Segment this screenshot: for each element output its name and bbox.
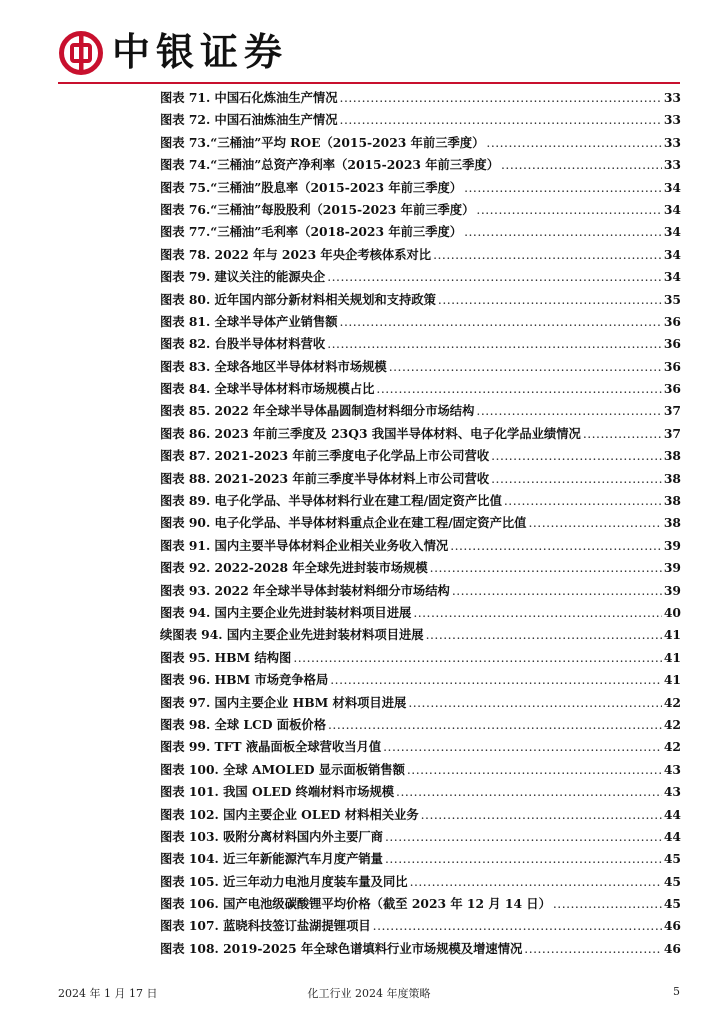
toc-entry-page: 46	[663, 918, 681, 934]
toc-entry-title: 图表 87. 2021-2023 年前三季度电子化学品上市公司营收	[160, 448, 490, 464]
toc-dot-leader	[340, 91, 662, 105]
toc-dot-leader	[583, 427, 662, 441]
toc-dot-leader	[501, 158, 662, 172]
toc-entry-page: 45	[663, 851, 681, 867]
toc-entry-page: 38	[663, 493, 681, 509]
toc-entry-title: 图表 104. 近三年新能源汽车月度产销量	[160, 851, 383, 867]
toc-entry-title: 图表 105. 近三年动力电池月度装车量及同比	[160, 873, 408, 889]
toc-entry-title: 图表 95. HBM 结构图	[160, 649, 292, 665]
toc-entry[interactable]	[160, 446, 681, 468]
toc-entry-page: 46	[663, 940, 681, 956]
toc-entry-title: 图表 85. 2022 年全球半导体晶圆制造材料细分市场结构	[160, 403, 475, 419]
toc-entry[interactable]	[160, 872, 681, 894]
toc-entry-page: 44	[663, 828, 681, 844]
toc-entry-title: 图表 76.“三桶油”每股股利（2015-2023 年前三季度）	[160, 201, 475, 217]
table-of-figures	[160, 88, 681, 961]
toc-entry[interactable]	[160, 133, 681, 155]
toc-dot-leader	[528, 516, 661, 530]
toc-entry-title: 图表 94. 国内主要企业先进封装材料项目进展	[160, 604, 412, 620]
toc-entry-page: 38	[663, 470, 681, 486]
toc-entry-title: 图表 89. 电子化学品、半导体材料行业在建工程/固定资产比值	[160, 493, 502, 509]
toc-entry-title: 图表 86. 2023 年前三季度及 23Q3 我国半导体材料、电子化学品业绩情况	[160, 425, 581, 441]
toc-entry-title: 图表 100. 全球 AMOLED 显示面板销售额	[160, 761, 405, 777]
toc-entry-title: 图表 93. 2022 年全球半导体封装材料细分市场结构	[160, 582, 450, 598]
toc-entry-title: 图表 77.“三桶油”毛利率（2018-2023 年前三季度）	[160, 224, 463, 240]
toc-entry-title: 图表 75.“三桶油”股息率（2015-2023 年前三季度）	[160, 179, 463, 195]
toc-entry-page: 41	[663, 672, 681, 688]
toc-entry-title: 图表 102. 国内主要企业 OLED 材料相关业务	[160, 806, 419, 822]
toc-dot-leader	[340, 315, 662, 329]
toc-dot-leader	[327, 270, 662, 284]
toc-entry-title: 图表 97. 国内主要企业 HBM 材料项目进展	[160, 694, 407, 710]
toc-entry-page: 36	[663, 381, 681, 397]
toc-dot-leader	[413, 606, 662, 620]
toc-entry-page: 34	[663, 224, 681, 240]
toc-entry[interactable]	[160, 782, 681, 804]
toc-entry[interactable]	[160, 513, 681, 535]
toc-entry-page: 42	[663, 694, 681, 710]
toc-dot-leader	[328, 718, 662, 732]
toc-dot-leader	[340, 113, 662, 127]
toc-entry-title: 图表 108. 2019-2025 年全球色谱填料行业市场规模及增速情况	[160, 940, 523, 956]
toc-entry-title: 图表 99. TFT 液晶面板全球营收当月值	[160, 739, 382, 755]
toc-entry[interactable]	[160, 737, 681, 759]
toc-entry-page: 38	[663, 515, 681, 531]
toc-entry-page: 36	[663, 358, 681, 374]
toc-entry-page: 39	[663, 560, 681, 576]
toc-entry[interactable]	[160, 603, 681, 625]
footer-report-title: 化工行业 2024 年度策略	[307, 987, 431, 1000]
toc-entry-page: 34	[663, 246, 681, 262]
toc-entry-page: 33	[663, 112, 681, 128]
toc-dot-leader	[553, 897, 662, 911]
toc-entry-page: 36	[663, 336, 681, 352]
toc-entry[interactable]	[160, 88, 681, 110]
toc-entry[interactable]	[160, 357, 681, 379]
toc-entry[interactable]	[160, 110, 681, 132]
toc-entry[interactable]	[160, 670, 681, 692]
toc-entry-title: 图表 90. 电子化学品、半导体材料重点企业在建工程/固定资产比值	[160, 515, 527, 531]
toc-entry-title: 图表 84. 全球半导体材料市场规模占比	[160, 381, 375, 397]
footer-page-number: 5	[673, 985, 680, 998]
toc-dot-leader	[327, 337, 662, 351]
toc-entry[interactable]	[160, 693, 681, 715]
page-header	[58, 24, 678, 82]
toc-entry-title: 图表 101. 我国 OLED 终端材料市场规模	[160, 784, 395, 800]
toc-dot-leader	[450, 539, 662, 553]
toc-entry[interactable]	[160, 558, 681, 580]
toc-entry[interactable]	[160, 200, 681, 222]
toc-entry[interactable]	[160, 581, 681, 603]
toc-dot-leader	[524, 942, 662, 956]
toc-entry-title: 图表 79. 建议关注的能源央企	[160, 269, 326, 285]
toc-dot-leader	[373, 919, 662, 933]
toc-entry[interactable]	[160, 290, 681, 312]
toc-entry-title: 图表 96. HBM 市场竞争格局	[160, 672, 329, 688]
toc-entry-title: 图表 107. 蓝晓科技签订盐湖提锂项目	[160, 918, 371, 934]
toc-dot-leader	[396, 785, 662, 799]
toc-entry[interactable]	[160, 536, 681, 558]
toc-entry[interactable]	[160, 267, 681, 289]
toc-entry-page: 33	[663, 134, 681, 150]
toc-dot-leader	[464, 181, 662, 195]
toc-entry[interactable]	[160, 939, 681, 961]
toc-entry-page: 43	[663, 761, 681, 777]
toc-dot-leader	[452, 584, 662, 598]
toc-dot-leader	[389, 360, 662, 374]
toc-entry-title: 图表 82. 台股半导体材料营收	[160, 336, 326, 352]
toc-dot-leader	[433, 248, 662, 262]
toc-entry-page: 44	[663, 806, 681, 822]
toc-entry[interactable]	[160, 401, 681, 423]
toc-entry-title: 图表 78. 2022 年与 2023 年央企考核体系对比	[160, 246, 432, 262]
toc-entry-page: 40	[663, 604, 681, 620]
toc-entry[interactable]	[160, 760, 681, 782]
toc-entry-title: 图表 88. 2021-2023 年前三季度半导体材料上市公司营收	[160, 470, 490, 486]
toc-dot-leader	[330, 673, 662, 687]
toc-entry-title: 图表 98. 全球 LCD 面板价格	[160, 716, 326, 732]
toc-dot-leader	[476, 404, 661, 418]
toc-entry-title: 图表 71. 中国石化炼油生产情况	[160, 90, 338, 105]
toc-entry-title: 图表 81. 全球半导体产业销售额	[160, 313, 338, 329]
toc-entry-page: 37	[663, 403, 681, 419]
toc-entry-title: 图表 91. 国内主要半导体材料企业相关业务收入情况	[160, 537, 449, 553]
header-divider	[58, 82, 680, 84]
toc-entry-page: 39	[663, 537, 681, 553]
toc-entry-page: 42	[663, 739, 681, 755]
toc-entry[interactable]	[160, 245, 681, 267]
toc-dot-leader	[491, 449, 662, 463]
toc-entry[interactable]	[160, 648, 681, 670]
toc-entry[interactable]	[160, 155, 681, 177]
toc-entry[interactable]	[160, 334, 681, 356]
toc-entry-page: 41	[663, 627, 681, 643]
toc-entry-page: 35	[663, 291, 681, 307]
toc-entry-page: 42	[663, 716, 681, 732]
toc-entry[interactable]	[160, 805, 681, 827]
toc-dot-leader	[421, 808, 662, 822]
toc-entry-title: 图表 92. 2022-2028 年全球先进封装市场规模	[160, 560, 428, 576]
footer-date: 2024 年 1 月 17 日	[58, 987, 158, 1000]
bank-of-china-logo-icon	[58, 30, 104, 76]
toc-dot-leader	[410, 875, 662, 889]
toc-entry-title: 图表 72. 中国石油炼油生产情况	[160, 112, 338, 128]
toc-dot-leader	[438, 293, 662, 307]
toc-entry-page: 33	[663, 90, 681, 105]
toc-entry[interactable]	[160, 491, 681, 513]
toc-entry-page: 41	[663, 649, 681, 665]
toc-entry[interactable]	[160, 379, 681, 401]
toc-entry-page: 45	[663, 896, 681, 912]
toc-entry-title: 图表 73.“三桶油”平均 ROE（2015-2023 年前三季度）	[160, 134, 485, 150]
toc-entry-page: 36	[663, 313, 681, 329]
brand-name: 中银证券	[112, 30, 289, 74]
toc-entry-page: 33	[663, 157, 681, 173]
toc-entry-title: 图表 83. 全球各地区半导体材料市场规模	[160, 358, 387, 374]
toc-entry-page: 34	[663, 269, 681, 285]
toc-entry[interactable]	[160, 312, 681, 334]
toc-dot-leader	[491, 472, 662, 486]
toc-entry-title: 图表 103. 吸附分离材料国内外主要厂商	[160, 828, 383, 844]
toc-dot-leader	[426, 628, 662, 642]
toc-dot-leader	[430, 561, 662, 575]
toc-dot-leader	[408, 696, 662, 710]
toc-dot-leader	[486, 136, 661, 150]
toc-dot-leader	[383, 740, 662, 754]
toc-entry-page: 34	[663, 201, 681, 217]
toc-entry-title: 图表 74.“三桶油”总资产净利率（2015-2023 年前三季度）	[160, 157, 499, 173]
toc-entry-page: 38	[663, 448, 681, 464]
toc-entry[interactable]	[160, 827, 681, 849]
toc-dot-leader	[476, 203, 661, 217]
toc-entry-title: 图表 80. 近年国内部分新材料相关规划和支持政策	[160, 291, 436, 307]
toc-dot-leader	[407, 763, 662, 777]
page-footer	[58, 985, 680, 1001]
toc-entry-title: 图表 106. 国产电池级碳酸锂平均价格（截至 2023 年 12 月 14 日）	[160, 896, 551, 912]
toc-entry-title: 续图表 94. 国内主要企业先进封装材料项目进展	[160, 627, 424, 643]
toc-entry-page: 34	[663, 179, 681, 195]
toc-entry-page: 43	[663, 784, 681, 800]
toc-dot-leader	[504, 494, 662, 508]
toc-dot-leader	[385, 830, 662, 844]
toc-entry-page: 45	[663, 873, 681, 889]
toc-entry[interactable]	[160, 715, 681, 737]
toc-entry[interactable]	[160, 916, 681, 938]
toc-dot-leader	[385, 852, 662, 866]
toc-dot-leader	[293, 651, 662, 665]
toc-entry[interactable]	[160, 222, 681, 244]
toc-entry[interactable]	[160, 894, 681, 916]
toc-entry[interactable]	[160, 625, 681, 647]
toc-entry-page: 37	[663, 425, 681, 441]
toc-entry-page: 39	[663, 582, 681, 598]
toc-dot-leader	[464, 225, 662, 239]
toc-entry[interactable]	[160, 178, 681, 200]
toc-entry[interactable]	[160, 424, 681, 446]
toc-dot-leader	[376, 382, 661, 396]
toc-entry[interactable]	[160, 469, 681, 491]
toc-entry[interactable]	[160, 849, 681, 871]
